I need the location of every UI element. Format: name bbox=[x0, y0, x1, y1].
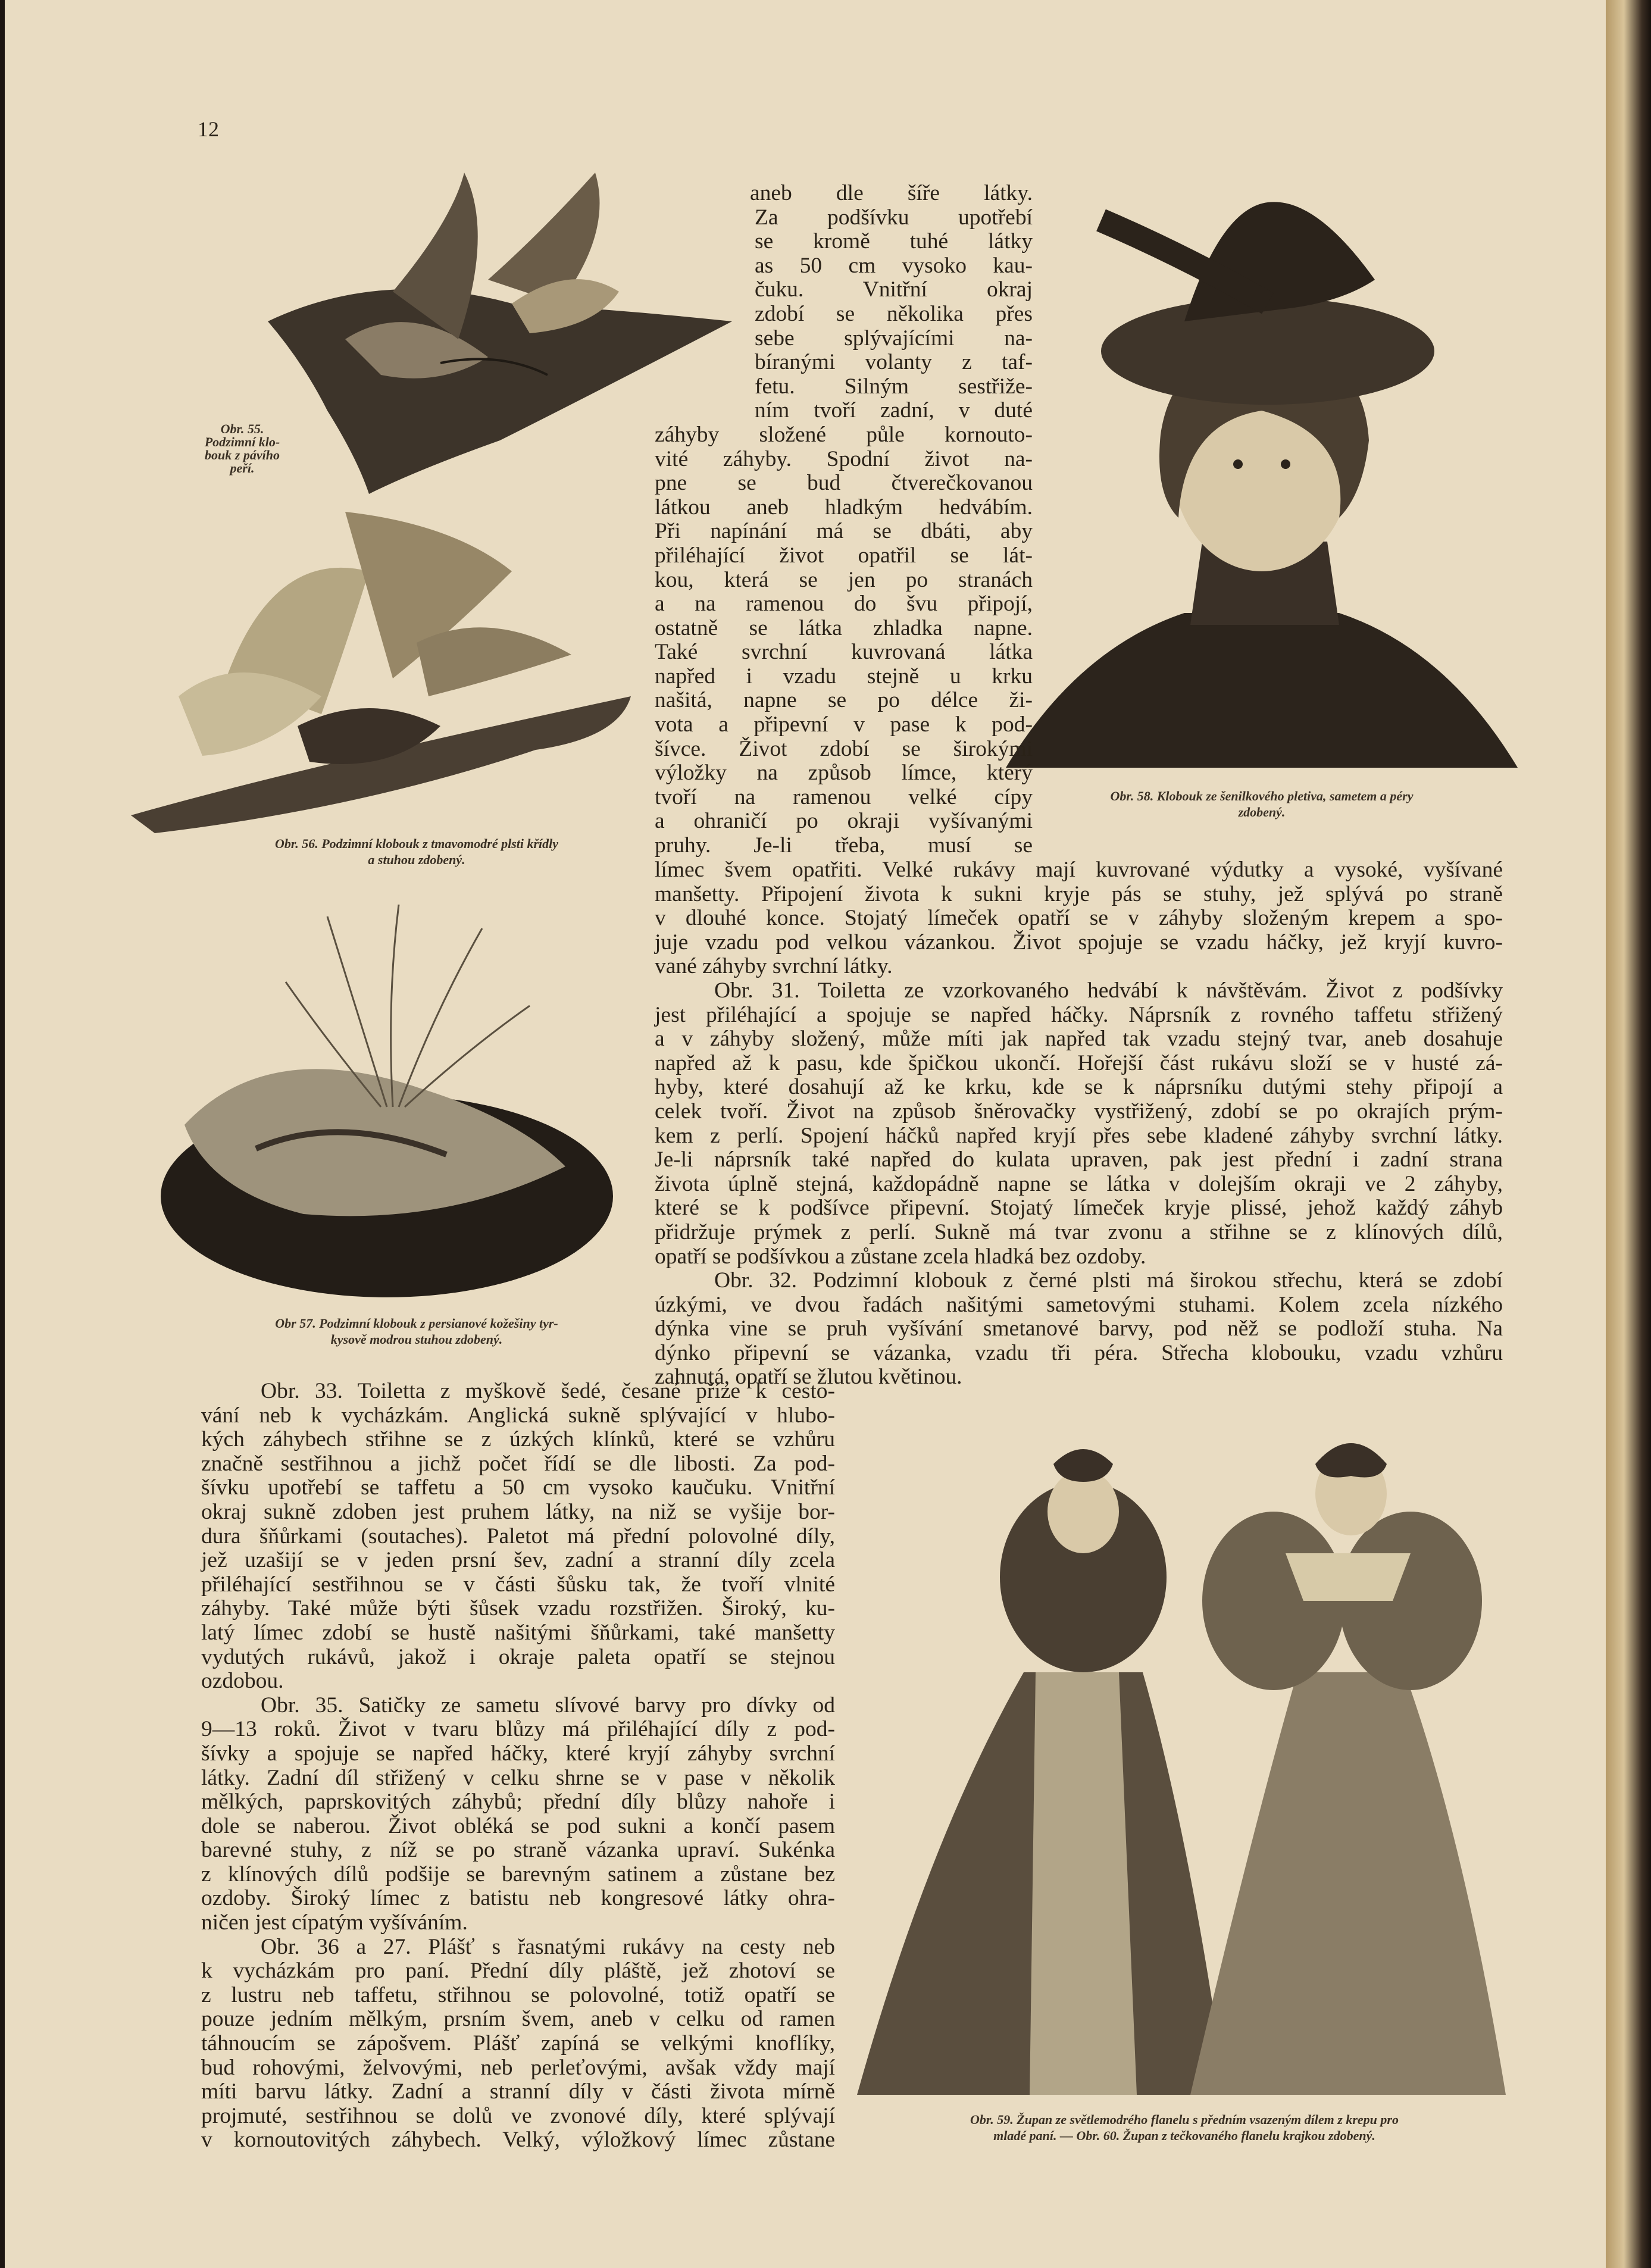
page-number: 12 bbox=[198, 117, 219, 141]
ribbon-hat-illustration bbox=[119, 500, 643, 839]
article-text-column-left: Obr. 33. Toiletta z myškově šedé, česané příze k cesto- vání neb k vycházkám. Anglická sukně splývající v hlubo- kých záhybech střihne se z úzkých klínků, které se vzhůru značně sestřihnou a jichž počet řídí se dle libosti. Za pod- šívku upotřebí se taffetu a 50 cm vysoko kaučuku. Vnitřní okraj sukně zdoben jest pruhem látky, na niž se vyšije bor- dura šňůrkami (soutaches). Paletot má přední polovolné díly, jež uzašijí se v jeden prsní šev, zadní a stranní díly zcela přiléhající sestřihnou se v části šůsku tak, že tvoří vlnité záhyby. Také může býti šůsek vzadu rozstřižen. Široký, ku- latý límec zdobí se hustě našitými šňůrkami, také manšetty vydutých rukávů, jakož i okraje paleta opatří se stejnou ozdobou. Obr. 35. Satičky ze sametu slívové barvy pro dívky od 9—13 roků. Život v tvaru blůzy má přiléhající díly z pod- šívky a spojuje se napřed háčky, které kryjí záhyby svrchní látky. Zadní díl střižený v celku shrne se v pase v několik mělkých, paprskovitých záhybů; přední díly blůzy nahoře i dole se naberou. Život obléká se pod sukni a končí pasem barevné stuhy, z níž se po straně vázanka upraví. Sukénka z klínových dílů podšije se barevným satinem a zůstane bez ozdoby. Široký límec z batistu neb kongresové látky ohra- ničen jest cípatým vyšíváním. Obr. 36 a 27. Plášť s řasnatými rukávy na cesty neb k vycházkám pro paní. Přední díly pláště, jež zhotoví se z lustru neb taffetu, střihnou se polovolné, totiž opatří se pouze jedním mělkým, prsním švem, aneb v celku od ramen táhnoucím se zápošvem. Plášť zapíná se velkými knoflíky, bud rohovými, želvovými, neb perleťovými, avšak vždy mají míti barvu látky. Zadní a stranní díly v části života mírně projmuté, sestřihnou se dolů ve zvonové díly, které splývají v kornoutovitých záhybech. Velký, výložkový límec zůstane bbox=[201, 1379, 835, 2153]
figure-59-60-dressing-gowns bbox=[857, 1422, 1512, 2101]
caption-55: Obr. 55. Podzimní klo- bouk z pávího peří. bbox=[204, 421, 280, 476]
figure-57-fur-hat bbox=[149, 893, 625, 1303]
caption-57: Obr 57. Podzimní klobouk z persianové kožešiny tyr- kysově modrou stuhou zdobený. bbox=[275, 1316, 558, 1347]
figure-56-ribbon-hat bbox=[119, 500, 643, 839]
caption-58: Obr. 58. Klobouk ze šenilkového pletiva, sametem a péry zdobený. bbox=[1110, 789, 1414, 819]
article-text-column-wide: límec švem opatřiti. Velké rukávy mají kuvrované výdutky a vysoké, vyšívané manšetty. Připojení života k sukni kryje pás se stuhy, jež splývá po straně v dlouhé konce. Stojatý límeček opatří se v záhyby složeným krepem a spo- juje vzadu pod velkou vázankou. Život spojuje se vzadu háčky, jež kryjí kuvro- vané záhyby svrchní látky. Obr. 31. Toiletta ze vzorkovaného hedvábí k návštěvám. Život z podšívky jest přiléhající a spojuje se napřed háčky. Náprsník z rovného taffetu střižený a v záhyby složený, může míti jak napřed tak vzadu stejný tvar, aneb dosahuje napřed až k pasu, kde špičkou ukončí. Hořejší část rukávu složí se v husté zá- hyby, které dosahují až ke krku, kde se k náprsníku dutými stehy připojí a celek tvoří. Život na způsob šněrovačky vystřižený, zdobí se po okrajích prým- kem z perlí. Spojení háčků napřed kryjí přes sebe kladené záhyby svrchní látky. Je-li náprsník také napřed do kulata upraven, pak jest přední i zadní strana života úplně stejná, každopádně napne se látka v dolejším okraji ve 2 záhyby, které se k podšívce připevní. Stojatý límeček kryje plissé, jehož každý záhyb přidržuje prýmek z perlí. Sukně má tvar zvonu a střihne se z klínových dílů, opatří se podšívkou a zůstane zcela hladká bez ozdoby. Obr. 32. Podzimní klobouk z černé plsti má širokou střechu, která se zdobí úzkými, ve dvou řadách našitými sametovými stuhami. Kolem zcela nízkého dýnka vine se pruh vyšívání smetanové barvy, pod něž se podloží stuha. Na dýnko připevní se vázanka, vzadu tři péra. Střecha klobouku, vzadu vzhůru zahnutá, opatří se žlutou květinou. bbox=[655, 858, 1503, 1390]
dressing-gowns-illustration bbox=[857, 1422, 1512, 2101]
caption-56: Obr. 56. Podzimní klobouk z tmavomodré plsti křídly a stuhou zdobený. bbox=[274, 836, 559, 867]
caption-59-60: Obr. 59. Župan ze světlemodrého flanelu s předním vsazeným dílem z krepu pro mladé paní. — Obr. 60. Župan z tečkovaného flanelu krajkou zdobený. bbox=[970, 2112, 1399, 2143]
figure-58-woman-in-hat bbox=[1006, 184, 1518, 768]
fur-hat-illustration bbox=[149, 893, 625, 1303]
woman-hat-illustration bbox=[1006, 184, 1518, 768]
book-gutter bbox=[1606, 0, 1651, 2268]
article-text-column-top: aneb dle šíře látky. Za podšívku upotřebí se kromě tuhé látky as 50 cm vysoko kau- čuku. Vnitřní okraj zdobí se několika přes sebe splývajícími na- bíranými volanty z taf- fetu. Silným sestřiže- ním tvoří zadní, v duté záhyby složené půle kornouto- vité záhyby. Spodní život na- pne se bud čtverečkovanou látkou aneb hladkým hedvábím. Při napínání má se dbáti, aby přiléhající život opatřil se lát- kou, která se jen po stranách a na ramenou do švu připojí, ostatně se látka zhladka napne. Také svrchní kuvrovaná látka napřed i vzadu stejně u krku našitá, napne se po délce ži- vota a připevní v pase k pod- šívce. Život zdobí se širokými výložky na způsob límce, který tvoří na ramenou velké cípy a ohraničí po okraji vyšívanými pruhy. Je-li třeba, musí se bbox=[655, 181, 1033, 858]
